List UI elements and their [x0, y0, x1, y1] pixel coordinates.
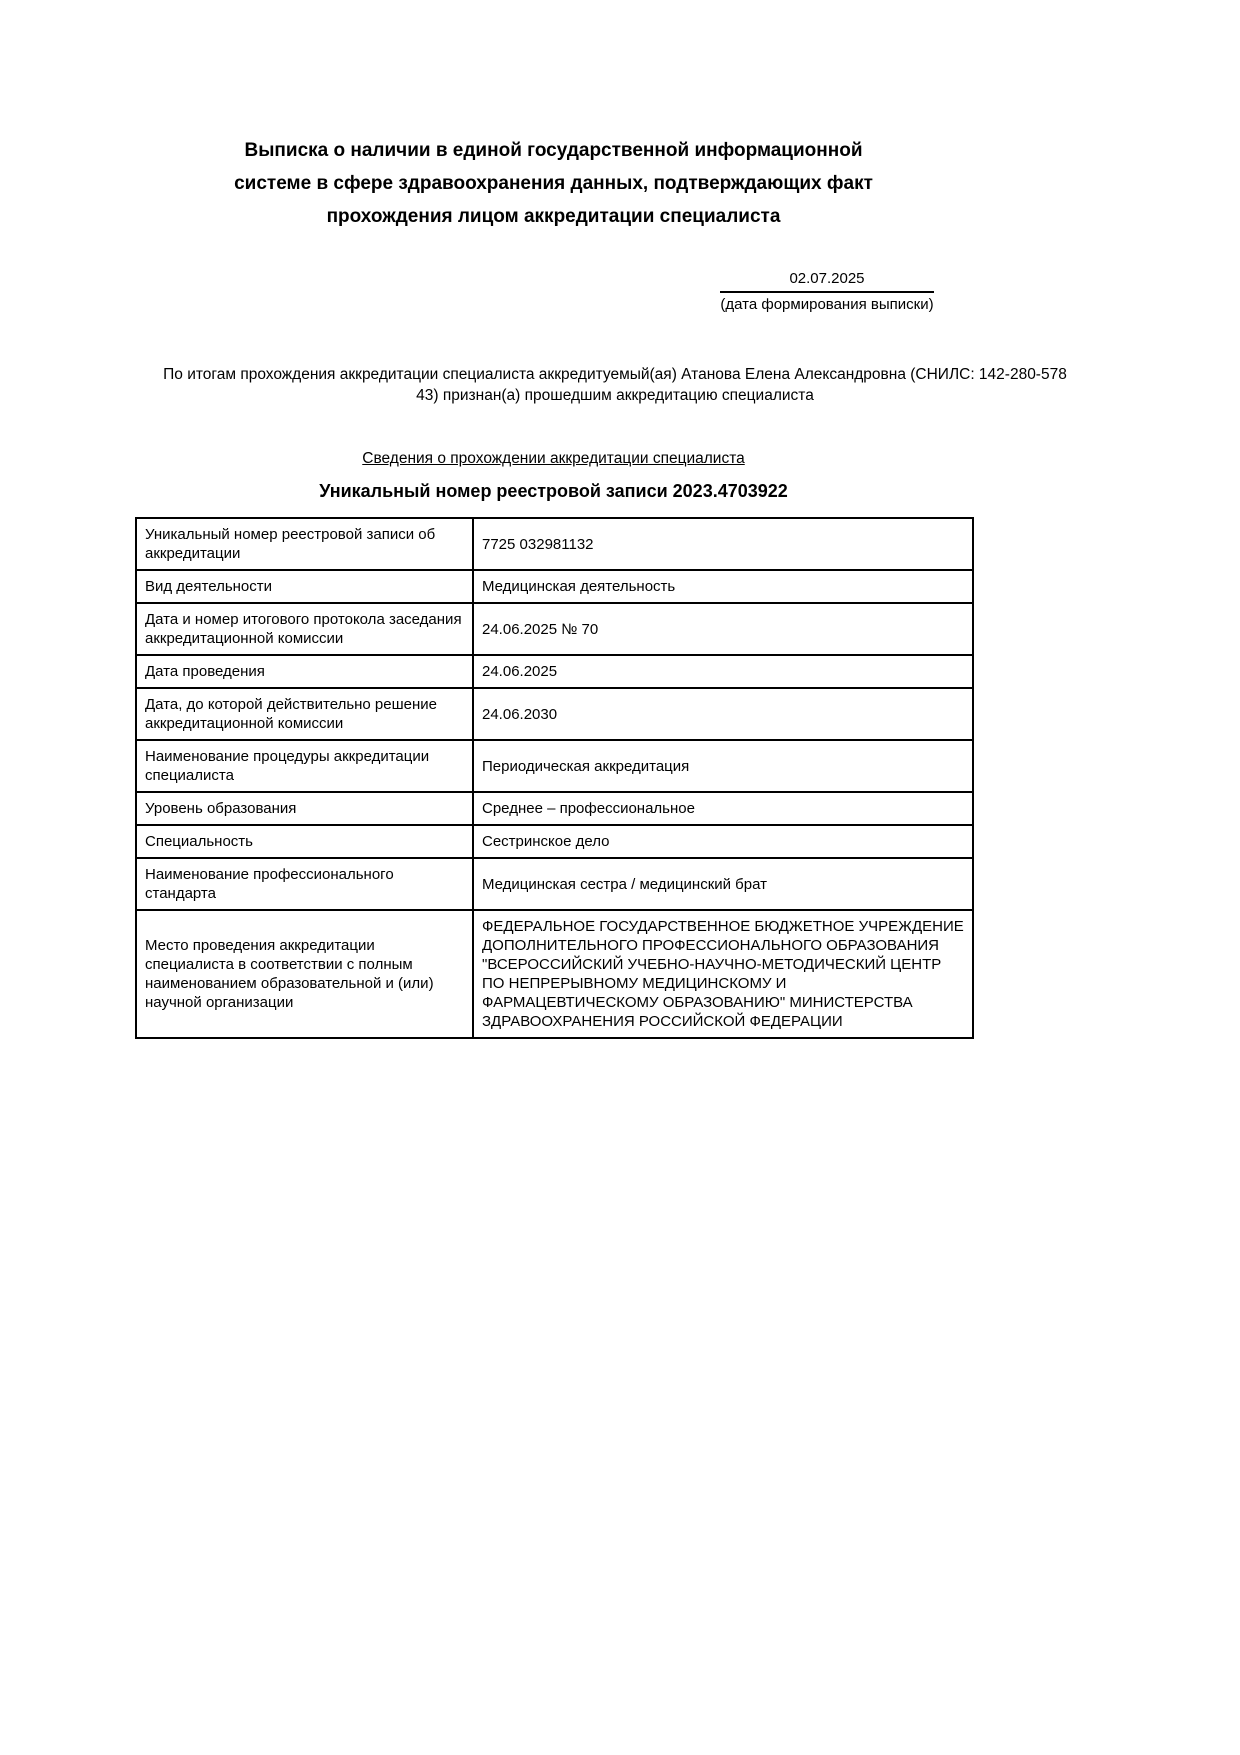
document-title [135, 0, 972, 233]
intro-line-2: 43) признан(а) прошедшим аккредитацию специалиста [416, 387, 814, 404]
table-row [136, 603, 973, 655]
row-label: Место проведения аккредитации специалиста в соответствии с полным наименованием образовательной и (или) научной организации [136, 910, 473, 1038]
row-label: Дата проведения [136, 655, 473, 688]
formation-date-block [715, 269, 939, 314]
row-label: Уровень образования [136, 792, 473, 825]
registry-number-heading: Уникальный номер реестровой записи 2023.4703922 [319, 481, 788, 501]
row-value: Сестринское дело [473, 825, 973, 858]
row-label: Наименование процедуры аккредитации специалиста [136, 740, 473, 792]
row-value: Медицинская деятельность [473, 570, 973, 603]
table-row [136, 910, 973, 1038]
section-heading: Сведения о прохождении аккредитации специалиста [362, 450, 745, 467]
formation-date-value: 02.07.2025 [720, 269, 934, 293]
intro-paragraph [140, 364, 1090, 406]
document-title-line-3: прохождения лицом аккредитации специалиста [326, 206, 781, 227]
row-label: Дата и номер итогового протокола заседания аккредитационной комиссии [136, 603, 473, 655]
intro-line-1: По итогам прохождения аккредитации специалиста аккредитуемый(ая) Атанова Елена Александровна (СНИЛС: 142-280-578 [163, 366, 1067, 383]
document-title-line-2: системе в сфере здравоохранения данных, подтверждающих факт [234, 173, 873, 194]
table-row [136, 858, 973, 910]
row-label: Вид деятельности [136, 570, 473, 603]
row-value: Периодическая аккредитация [473, 740, 973, 792]
table-row [136, 570, 973, 603]
row-value: 7725 032981132 [473, 518, 973, 570]
row-label: Специальность [136, 825, 473, 858]
row-label: Наименование профессионального стандарта [136, 858, 473, 910]
row-value: ФЕДЕРАЛЬНОЕ ГОСУДАРСТВЕННОЕ БЮДЖЕТНОЕ УЧРЕЖДЕНИЕ ДОПОЛНИТЕЛЬНОГО ПРОФЕССИОНАЛЬНОГО ОБРАЗОВАНИЯ "ВСЕРОССИЙСКИЙ УЧЕБНО-НАУЧНО-МЕТОДИЧЕСКИЙ ЦЕНТР ПО НЕПРЕРЫВНОМУ МЕДИЦИНСКОМУ И ФАРМАЦЕВТИЧЕСКОМУ ОБРАЗОВАНИЮ" МИНИСТЕРСТВА ЗДРАВООХРАНЕНИЯ РОССИЙСКОЙ ФЕДЕРАЦИИ [473, 910, 973, 1038]
row-value: 24.06.2025 № 70 [473, 603, 973, 655]
table-row [136, 825, 973, 858]
table-row [136, 655, 973, 688]
accreditation-table [135, 517, 974, 1039]
row-value: Среднее – профессиональное [473, 792, 973, 825]
document-content [135, 0, 1067, 1039]
row-value: 24.06.2025 [473, 655, 973, 688]
table-row [136, 688, 973, 740]
row-value: Медицинская сестра / медицинский брат [473, 858, 973, 910]
table-row [136, 792, 973, 825]
document-title-line-1: Выписка о наличии в единой государственной информационной [244, 140, 863, 161]
row-label: Дата, до которой действительно решение аккредитационной комиссии [136, 688, 473, 740]
table-row [136, 518, 973, 570]
table-row [136, 740, 973, 792]
row-value: 24.06.2030 [473, 688, 973, 740]
row-label: Уникальный номер реестровой записи об аккредитации [136, 518, 473, 570]
formation-date-caption: (дата формирования выписки) [720, 296, 934, 313]
